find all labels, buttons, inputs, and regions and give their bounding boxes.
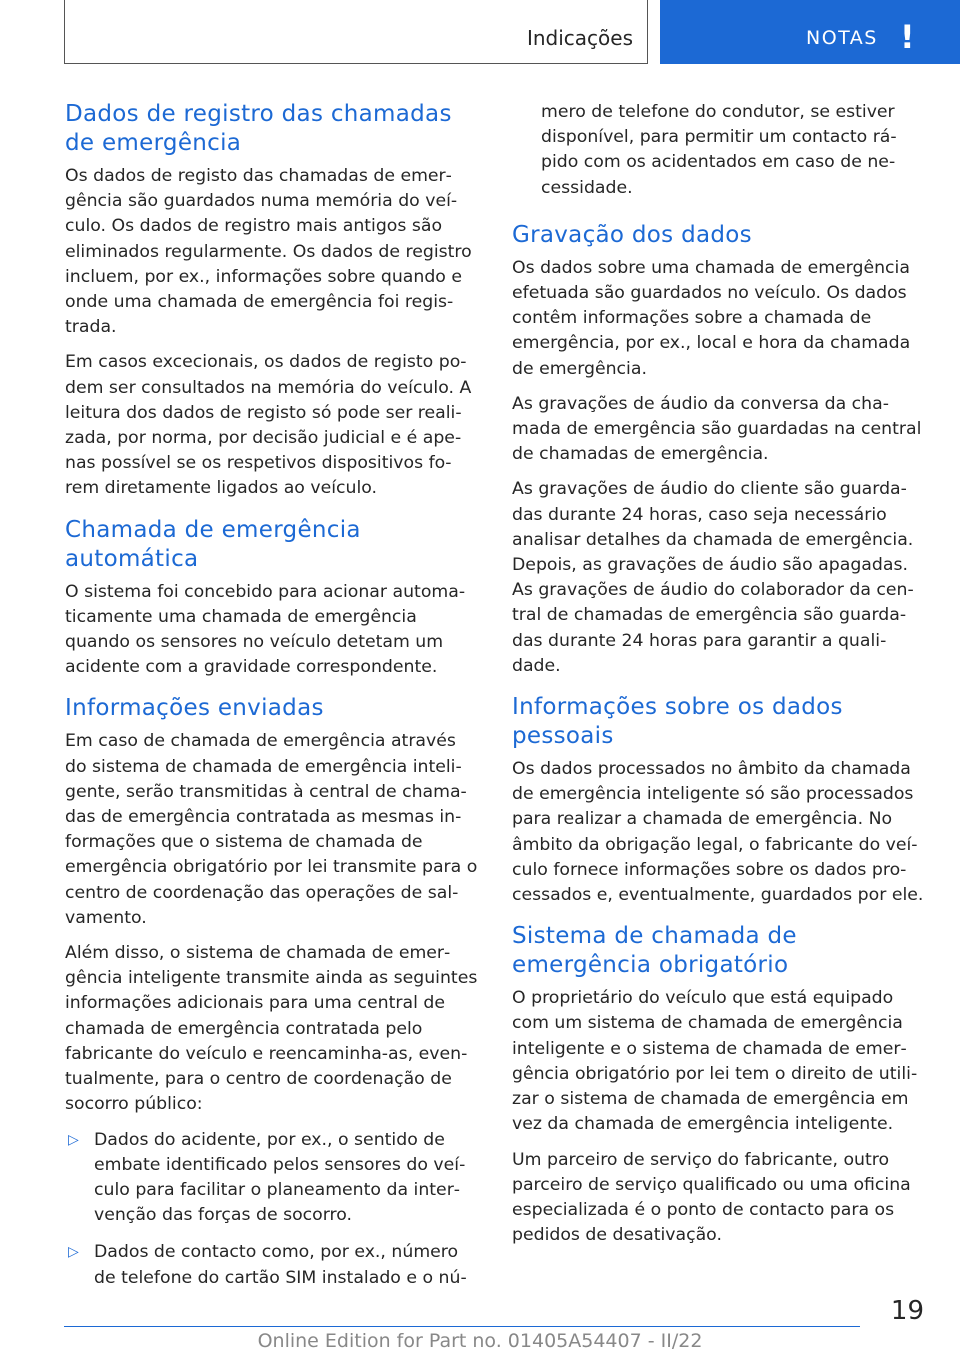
list-item-text: Dados do acidente, por ex., o sentido de embate identificado pelos sensores do veículo para facilitar o planeamento da intervenção das forças de socorro. bbox=[94, 1129, 466, 1226]
section-data-recording bbox=[512, 221, 926, 679]
list-item-continuation: mero de telefone do condutor, se estiver disponível, para permitir um contacto rápido com os acidentados em caso de necessidade. bbox=[541, 102, 897, 198]
paragraph: Os dados sobre uma chamada de emergência efetuada são guardados no veículo. Os dados contêm informações sobre a chamada de emergência, por ex., local e hora da chamada de emergência. bbox=[512, 257, 911, 379]
paragraph: As gravações de áudio da conversa da chamada de emergência são guardadas na central de chamadas de emergência. bbox=[512, 393, 922, 465]
bullet-list bbox=[65, 1128, 479, 1291]
section-sent-information bbox=[65, 694, 479, 1290]
section-mandatory-emergency-system bbox=[512, 922, 926, 1248]
section-title: Dados de registro das chamadas de emergência bbox=[65, 101, 452, 156]
section-emergency-call-records bbox=[65, 100, 479, 502]
section-automatic-emergency-call bbox=[65, 516, 479, 681]
section-title: Sistema de chamada de emergência obrigatório bbox=[512, 923, 797, 979]
triangle-bullet-icon: ▷ bbox=[68, 1244, 79, 1261]
exclamation-icon: ! bbox=[900, 18, 915, 56]
list-item bbox=[65, 1128, 479, 1229]
paragraph: O proprietário do veículo que está equipado com um sistema de chamada de emergência inteligente e o sistema de chamada de emergência obrigatório por lei tem o direito de utilizar o sistema de chamada de emergência em vez da chamada de emergência inteligente. bbox=[512, 988, 918, 1135]
section-title: Informações sobre os dados pessoais bbox=[512, 694, 843, 750]
paragraph: As gravações de áudio do cliente são guardadas durante 24 horas, caso seja necessário analisar detalhes da chamada de emergência. Depois, as gravações de áudio são apagadas. As gravações de áudio do colaborador da central de chamadas de emergência são guardadas durante 24 horas para garantir a qualidade. bbox=[512, 479, 914, 676]
section-title: Chamada de emergência automática bbox=[65, 516, 361, 572]
footer-divider bbox=[64, 1326, 860, 1327]
footer-edition-text: Online Edition for Part no. 01405A54407 - II/22 bbox=[257, 1330, 703, 1352]
list-item-text: Dados de contacto como, por ex., número de telefone do cartão SIM instalado e o nú- bbox=[94, 1242, 467, 1288]
paragraph: Em casos excecionais, os dados de registo podem ser consultados na memória do veículo. A leitura dos dados de registo só pode ser realizada, por norma, por decisão judicial e é apenas possível se os respetivos dispositivos forem diretamente ligados ao veículo. bbox=[65, 352, 472, 499]
section-personal-data bbox=[512, 693, 926, 908]
triangle-bullet-icon: ▷ bbox=[68, 1131, 79, 1148]
paragraph: Os dados processados no âmbito da chamada de emergência inteligente só são processados para realizar a chamada de emergência. No âmbito da obrigação legal, o fabricante do veículo fornece informações sobre os dados processados e, eventualmente, guardados por ele. bbox=[512, 759, 924, 906]
left-column bbox=[65, 100, 479, 1305]
paragraph: Um parceiro de serviço do fabricante, outro parceiro de serviço qualificado ou uma oficina especializada é o ponto de contacto para os pedidos de desativação. bbox=[512, 1149, 911, 1246]
paragraph: Em caso de chamada de emergência através do sistema de chamada de emergência inteligente, serão transmitidas à central de chamadas de emergência contratada as mesmas informações que o sistema de chamada de emergência obrigatório por lei transmite para o centro de coordenação das operações de salvamento. bbox=[65, 731, 478, 928]
paragraph: Os dados de registo das chamadas de emergência são guardados numa memória do veículo. Os dados de registro mais antigos são eliminados regularmente. Os dados de registro incluem, por ex., informações sobre quando e onde uma chamada de emergência foi registrada. bbox=[65, 166, 472, 338]
header-section-title: Indicações bbox=[526, 26, 633, 50]
section-title: Informações enviadas bbox=[65, 695, 324, 722]
paragraph: Além disso, o sistema de chamada de emergência inteligente transmite ainda as seguintes informações adicionais para uma central de chamada de emergência contratada pelo fabricante do veículo e reencaminha-as, eventualmente, para o centro de coordenação de socorro público: bbox=[65, 943, 478, 1115]
paragraph: O sistema foi concebido para acionar automaticamente uma chamada de emergência quando os sensores no veículo detetam um acidente com a gravidade correspondente. bbox=[65, 581, 466, 678]
page-number: 19 bbox=[890, 1296, 924, 1326]
list-item bbox=[65, 1240, 479, 1290]
header-tag-label: NOTAS bbox=[806, 27, 878, 49]
header-section-box bbox=[64, 0, 648, 64]
section-title: Gravação dos dados bbox=[512, 221, 752, 248]
right-column bbox=[512, 100, 926, 1262]
header-tag-box bbox=[660, 0, 960, 64]
